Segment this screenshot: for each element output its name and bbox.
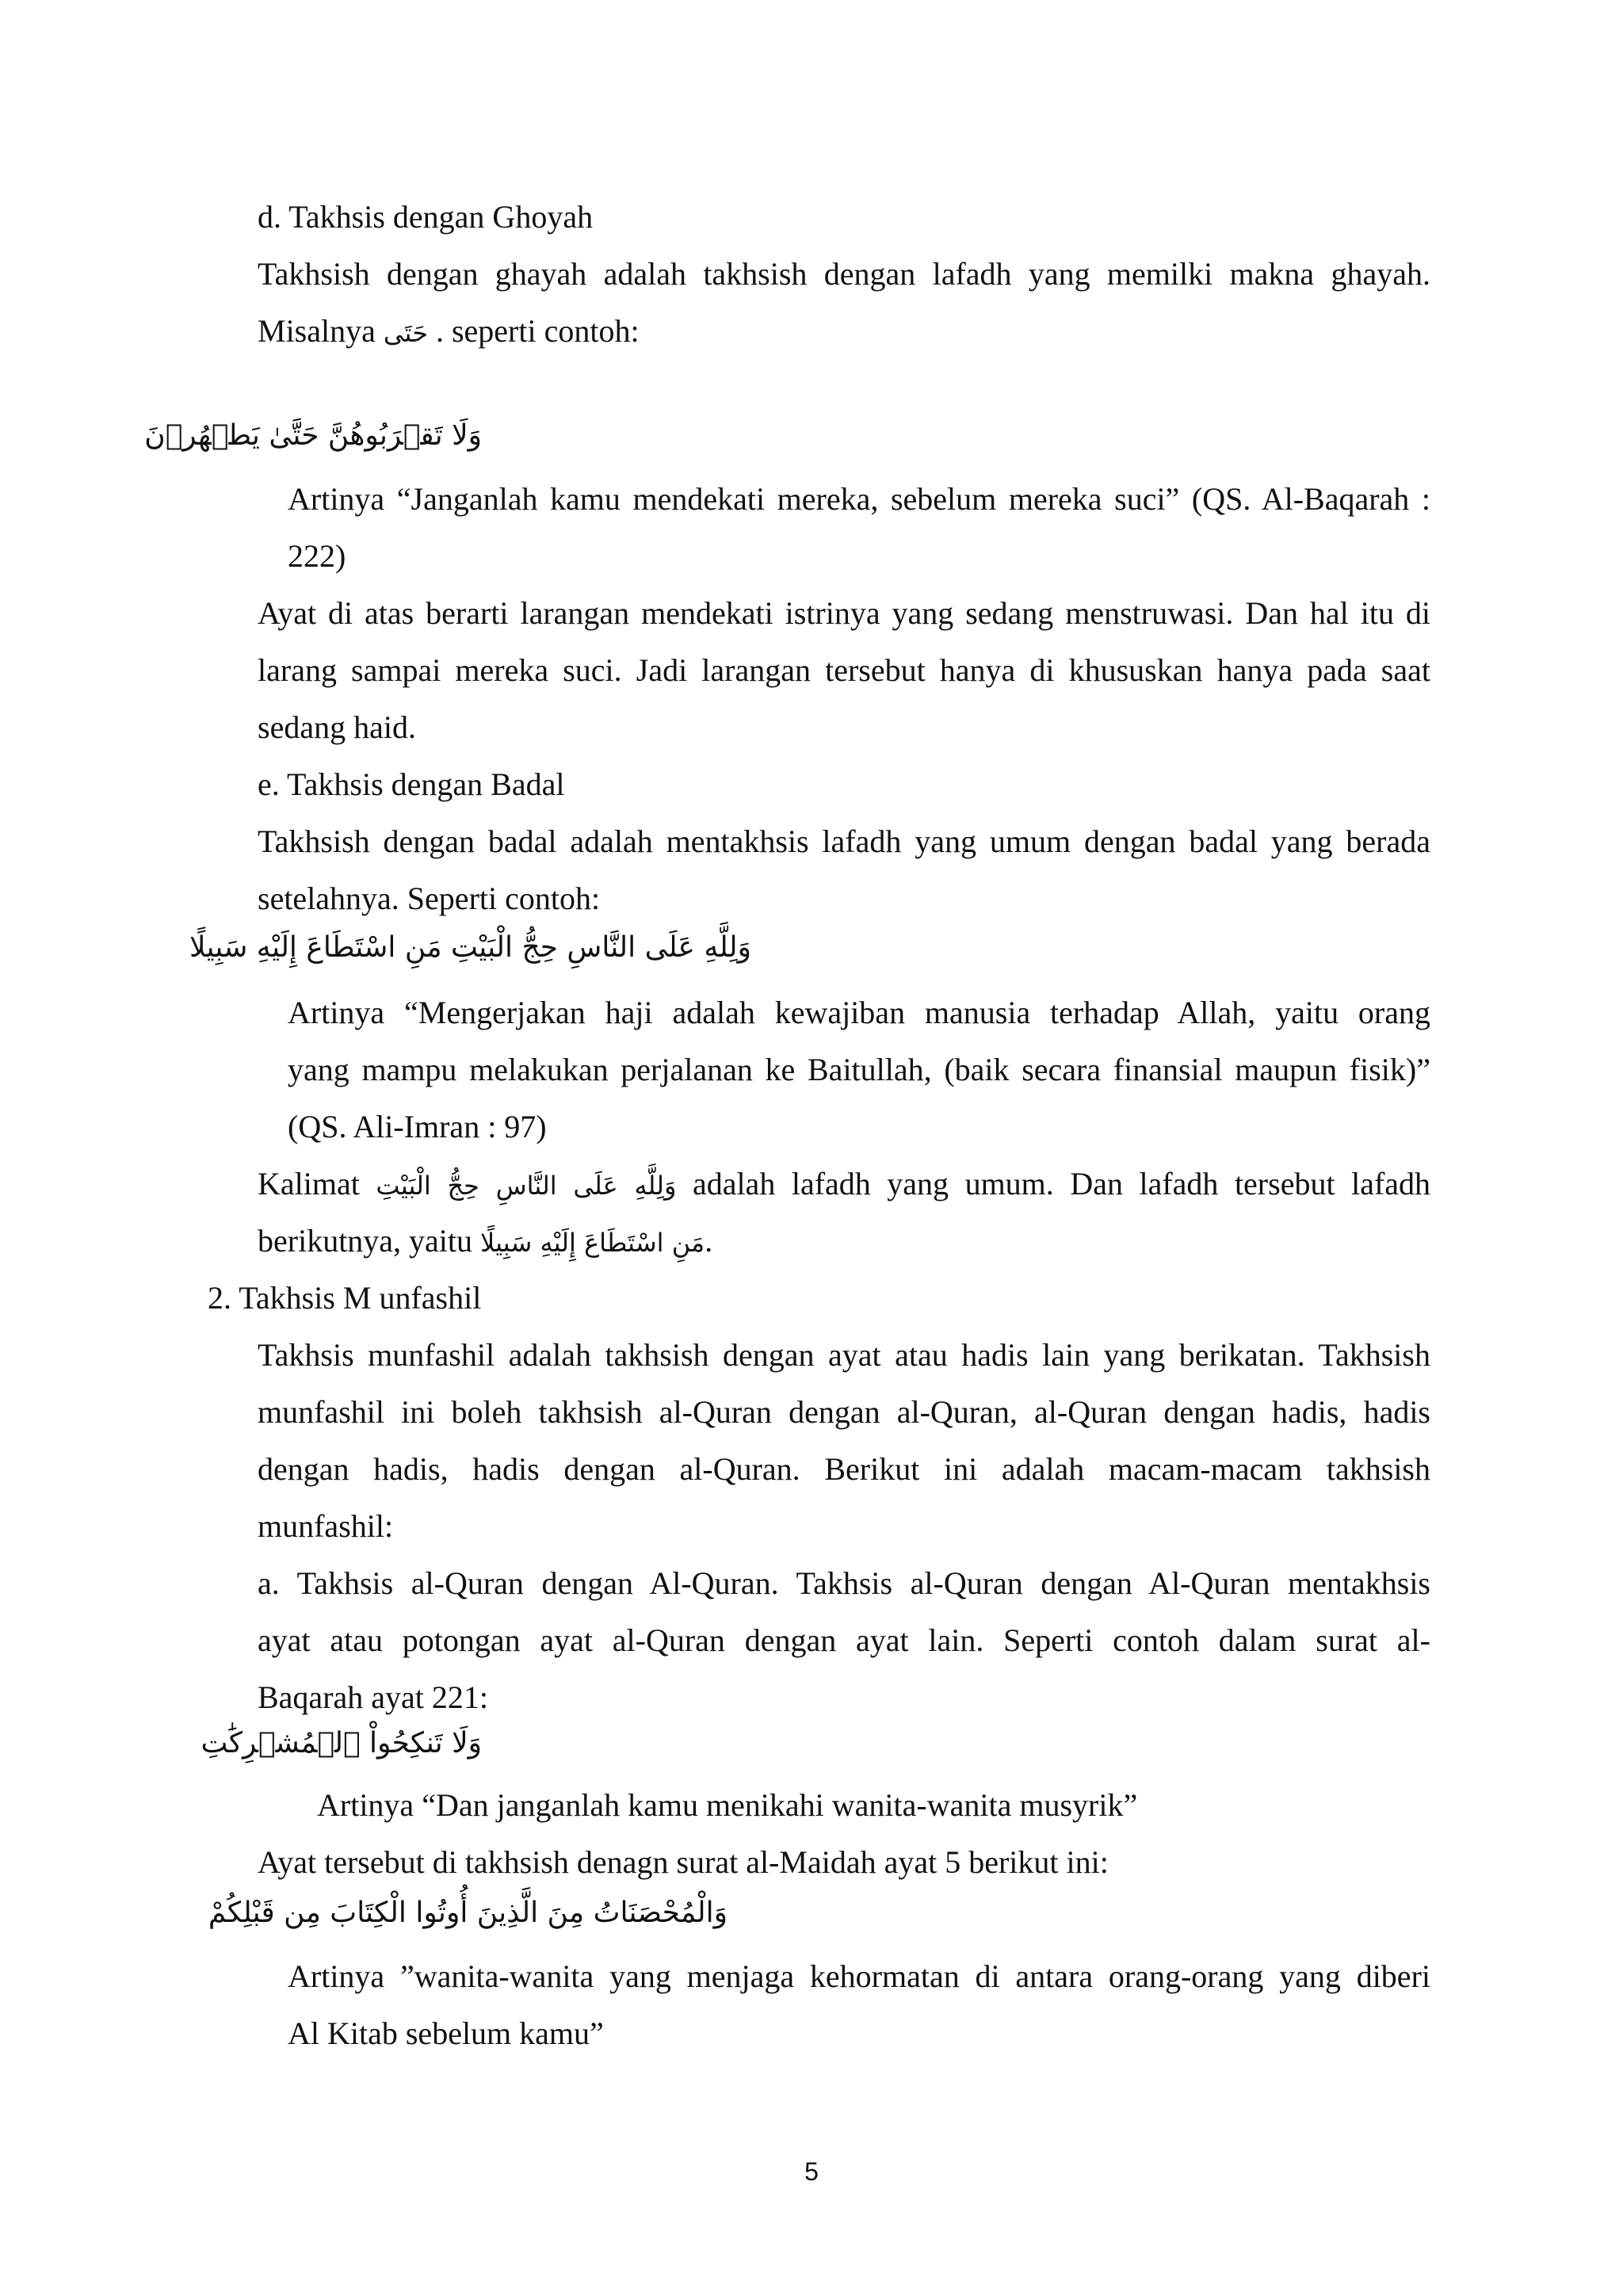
paragraph-line: setelahnya. Seperti contoh: <box>258 881 601 916</box>
text-fragment: Misalnya <box>258 313 376 349</box>
arabic-verse: وَالْمُحْصَنَاتُ مِنَ الَّذِينَ أُوتُوا الْكِتَابَ مِن قَبْلِكُمْ <box>208 1897 727 1929</box>
text-fragment: Kalimat <box>258 1166 360 1201</box>
arabic-inline: حَتَى <box>383 318 428 348</box>
translation-line: Artinya “Janganlah kamu mendekati mereka, sebelum mereka suci” (QS. Al-Baqarah : <box>288 481 1430 517</box>
paragraph-line: Takhsis munfashil adalah takhsish dengan ayat atau hadis lain yang berikatan. Takhsish <box>258 1337 1430 1373</box>
arabic-verse: وَلَا تَقۡرَبُوهُنَّ حَتَّىٰ يَطۡهُرۡنَ <box>144 419 482 452</box>
arabic-verse: وَلِلَّهِ عَلَى النَّاسِ حِجُّ الْبَيْتِ مَنِ اسْتَطَاعَ إِلَيْهِ سَبِيلًا <box>189 931 751 964</box>
paragraph-line: larang sampai mereka suci. Jadi larangan tersebut hanya di khususkan hanya pada saat <box>258 652 1430 688</box>
paragraph-line: Ayat di atas berarti larangan mendekati istrinya yang sedang menstruwasi. Dan hal itu di <box>258 595 1430 631</box>
arabic-inline: وَلِلَّهِ عَلَى النَّاسِ حِجُّ الْبَيْتِ <box>376 1171 677 1201</box>
arabic-inline: مَنِ اسْتَطَاعَ إِلَيْهِ سَبِيلًا <box>480 1228 705 1258</box>
paragraph-line: munfashil: <box>258 1508 394 1544</box>
paragraph-line <box>258 1165 1430 1205</box>
page-number: 5 <box>804 2157 819 2186</box>
paragraph-line: sedang haid. <box>258 709 416 745</box>
translation-line: (QS. Ali-Imran : 97) <box>288 1109 547 1144</box>
paragraph-line <box>258 1222 1430 1262</box>
heading-takhsis-ghoyah: d. Takhsis dengan Ghoyah <box>258 199 594 235</box>
translation-line: Artinya “Mengerjakan haji adalah kewajiban manusia terhadap Allah, yaitu orang <box>288 995 1430 1030</box>
text-fragment: . <box>705 1223 713 1259</box>
paragraph-line: dengan hadis, hadis dengan al-Quran. Berikut ini adalah macam-macam takhsish <box>258 1451 1430 1487</box>
arabic-verse: وَلَا تَنكِحُواْ ٱلۡمُشۡرِكَٰتِ <box>200 1727 482 1759</box>
paragraph-line <box>258 312 1430 352</box>
heading-takhsis-munfashil: 2. Takhsis M unfashil <box>208 1280 482 1316</box>
paragraph-line: a. Takhsis al-Quran dengan Al-Quran. Takhsis al-Quran dengan Al-Quran mentakhsis <box>258 1565 1430 1601</box>
paragraph-line: Baqarah ayat 221: <box>258 1679 488 1715</box>
translation-line: Artinya “Dan janganlah kamu menikahi wanita-wanita musyrik” <box>317 1787 1138 1823</box>
paragraph-line: Ayat tersebut di takhsish denagn surat al-Maidah ayat 5 berikut ini: <box>258 1844 1109 1880</box>
paragraph-line: Takhsish dengan badal adalah mentakhsis lafadh yang umum dengan badal yang berada <box>258 823 1430 859</box>
paragraph-line: Takhsish dengan ghayah adalah takhsish dengan lafadh yang memilki makna ghayah. <box>258 256 1430 292</box>
text-fragment: . seperti contoh: <box>435 313 640 349</box>
translation-line: Al Kitab sebelum kamu” <box>288 2015 604 2051</box>
paragraph-line: munfashil ini boleh takhsish al-Quran dengan al-Quran, al-Quran dengan hadis, hadis <box>258 1394 1430 1430</box>
translation-line: Artinya ”wanita-wanita yang menjaga kehormatan di antara orang-orang yang diberi <box>288 1958 1430 1994</box>
text-fragment: berikutnya, yaitu <box>258 1223 473 1259</box>
translation-line: yang mampu melakukan perjalanan ke Baitullah, (baik secara finansial maupun fisik)” <box>288 1052 1430 1087</box>
paragraph-line: ayat atau potongan ayat al-Quran dengan ayat lain. Seperti contoh dalam surat al- <box>258 1622 1430 1658</box>
heading-takhsis-badal: e. Takhsis dengan Badal <box>258 766 565 802</box>
translation-line: 222) <box>288 538 346 574</box>
text-fragment: adalah lafadh yang umum. Dan lafadh tersebut lafadh <box>692 1166 1431 1201</box>
